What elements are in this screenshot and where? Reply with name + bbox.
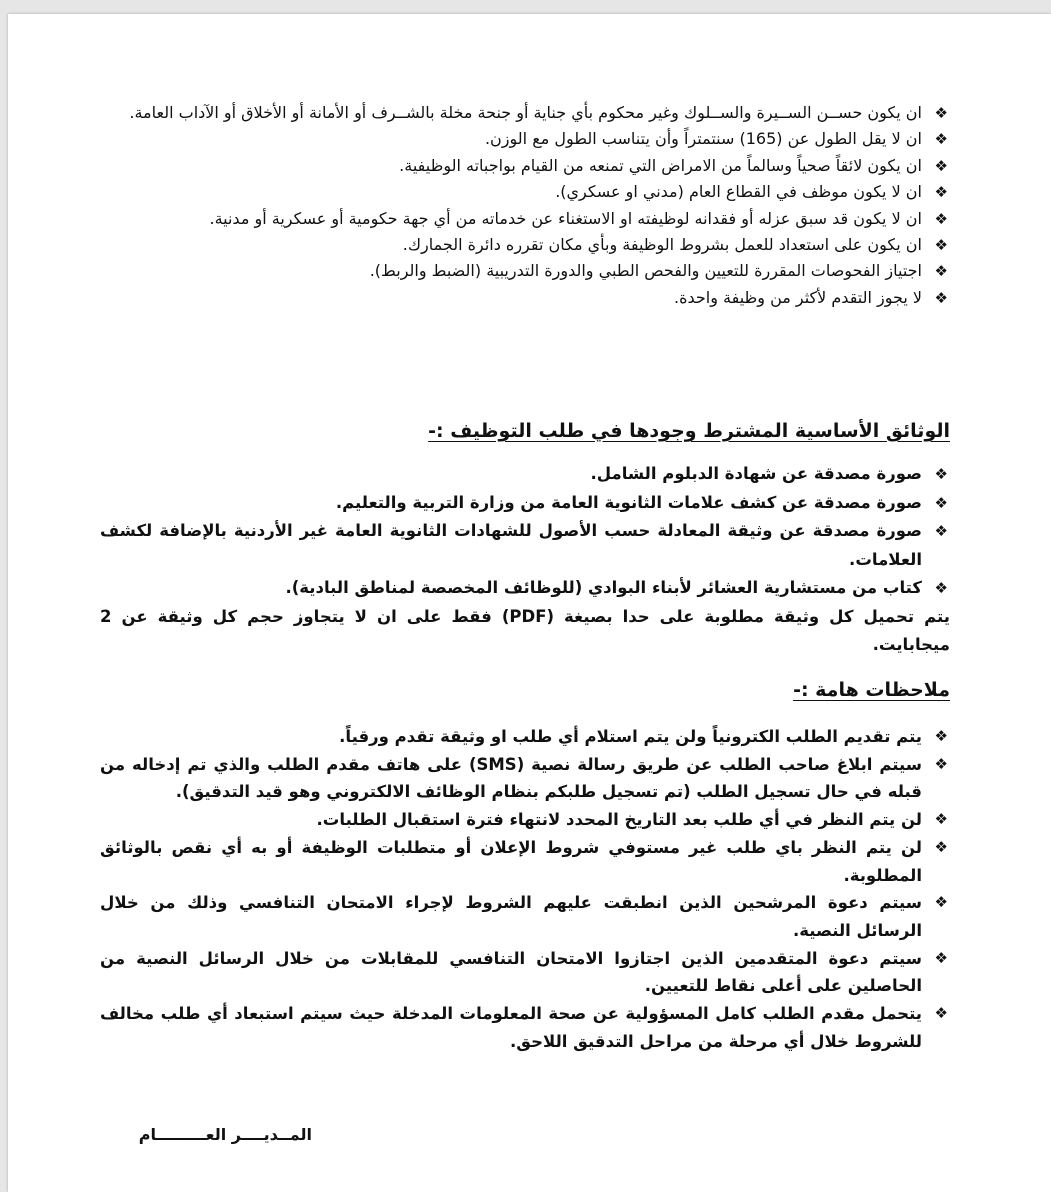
diamond-bullet-icon: ❖ [934, 130, 948, 149]
diamond-bullet-icon: ❖ [934, 727, 948, 745]
document-item: ❖ صورة مصدقة عن كشف علامات الثانوية العامة من وزارة التربية والتعليم. [100, 489, 950, 518]
note-item: ❖ سيتم دعوة المتقدمين الذين اجتازوا الامتحان التنافسي للمقابلات من خلال الرسائل النصية من الحاصلين على أعلى نقاط للتعيين. [100, 945, 950, 1000]
conditions-section [100, 100, 950, 311]
diamond-bullet-icon: ❖ [934, 1004, 948, 1023]
diamond-bullet-icon: ❖ [934, 209, 948, 228]
document-item: ❖ صورة مصدقة عن وثيقة المعادلة حسب الأصول للشهادات الثانوية العامة غير الأردنية بالإضافة لكشف العلامات. [100, 517, 950, 574]
document-item: ❖ كتاب من مستشارية العشائر لأبناء البوادي (للوظائف المخصصة لمناطق البادية). [100, 574, 950, 603]
condition-item: ❖ ان يكون حســن الســيرة والســلوك وغير محكوم بأي جناية أو جنحة مخلة بالشــرف أو الأمانة أو الأخلاق أو الآداب العامة. [100, 100, 950, 126]
diamond-bullet-icon: ❖ [934, 810, 948, 829]
diamond-bullet-icon: ❖ [934, 948, 948, 967]
diamond-bullet-icon: ❖ [934, 288, 948, 307]
diamond-bullet-icon: ❖ [934, 579, 948, 597]
documents-section [100, 460, 950, 660]
notes-section [100, 723, 950, 1055]
condition-item: ❖ ان لا يكون موظف في القطاع العام (مدني او عسكري). [100, 179, 950, 205]
diamond-bullet-icon: ❖ [934, 493, 948, 512]
diamond-bullet-icon: ❖ [934, 837, 948, 856]
note-item: ❖ لن يتم النظر باي طلب غير مستوفي شروط الإعلان أو متطلبات الوظيفة أو به أي نقص بالوثائق المطلوبة. [100, 834, 950, 889]
documents-heading: الوثائق الأساسية المشترط وجودها في طلب التوظيف :- [428, 420, 950, 442]
diamond-bullet-icon: ❖ [934, 893, 948, 912]
diamond-bullet-icon: ❖ [934, 183, 948, 202]
diamond-bullet-icon: ❖ [934, 465, 948, 483]
note-item: ❖ يتم تقديم الطلب الكترونياً ولن يتم استلام أي طلب او وثيقة تقدم ورقياً. [100, 723, 950, 751]
diamond-bullet-icon: ❖ [934, 522, 948, 540]
note-item: ❖ لن يتم النظر في أي طلب بعد التاريخ المحدد لانتهاء فترة استقبال الطلبات. [100, 806, 950, 834]
diamond-bullet-icon: ❖ [934, 236, 948, 255]
notes-list [100, 723, 950, 1055]
condition-item: ❖ ان لا يكون قد سبق عزله أو فقدانه لوظيفته او الاستغناء عن خدماته من أي جهة حكومية أو عسكرية أو مدنية. [100, 206, 950, 232]
condition-item: ❖ ان لا يقل الطول عن (165) سنتمتراً وأن يتناسب الطول مع الوزن. [100, 126, 950, 152]
diamond-bullet-icon: ❖ [934, 262, 948, 281]
diamond-bullet-icon: ❖ [934, 104, 948, 122]
condition-item: ❖ ان يكون على استعداد للعمل بشروط الوظيفة وبأي مكان تقرره دائرة الجمارك. [100, 232, 950, 258]
condition-item: ❖ لا يجوز التقدم لأكثر من وظيفة واحدة. [100, 285, 950, 311]
upload-note: يتم تحميل كل وثيقة مطلوبة على حدا بصيغة (PDF) فقط على ان لا يتجاوز حجم كل وثيقة عن 2 ميجابايت. [100, 606, 950, 654]
documents-list [100, 460, 950, 603]
note-item: ❖ يتحمل مقدم الطلب كامل المسؤولية عن صحة المعلومات المدخلة حيث سيتم استبعاد أي طلب مخالف للشروط خلال أي مرحلة من مراحل التدقيق اللاحق. [100, 1000, 950, 1055]
diamond-bullet-icon: ❖ [934, 754, 948, 773]
note-item: ❖ سيتم دعوة المرشحين الذين انطبقت عليهم الشروط لإجراء الامتحان التنافسي وذلك من خلال الرسائل النصية. [100, 889, 950, 944]
note-item: ❖ سيتم ابلاغ صاحب الطلب عن طريق رسالة نصية (SMS) على هاتف مقدم الطلب والذي تم إدخاله من قبله في حال تسجيل الطلب (تم تسجيل طلبكم بنظام الوظائف الالكتروني وهو قيد التدقيق). [100, 751, 950, 806]
diamond-bullet-icon: ❖ [934, 156, 948, 175]
document-item: ❖ صورة مصدقة عن شهادة الدبلوم الشامل. [100, 460, 950, 489]
condition-item: ❖ ان يكون لائقاً صحياً وسالماً من الامراض التي تمنعه من القيام بواجباته الوظيفية. [100, 153, 950, 179]
notes-heading: ملاحظات هامة :- [793, 679, 950, 701]
director-signature: المــديــــر العـــــــــام [138, 1125, 312, 1144]
condition-item: ❖ اجتياز الفحوصات المقررة للتعيين والفحص الطبي والدورة التدريبية (الضبط والربط). [100, 258, 950, 284]
conditions-list [100, 100, 950, 311]
